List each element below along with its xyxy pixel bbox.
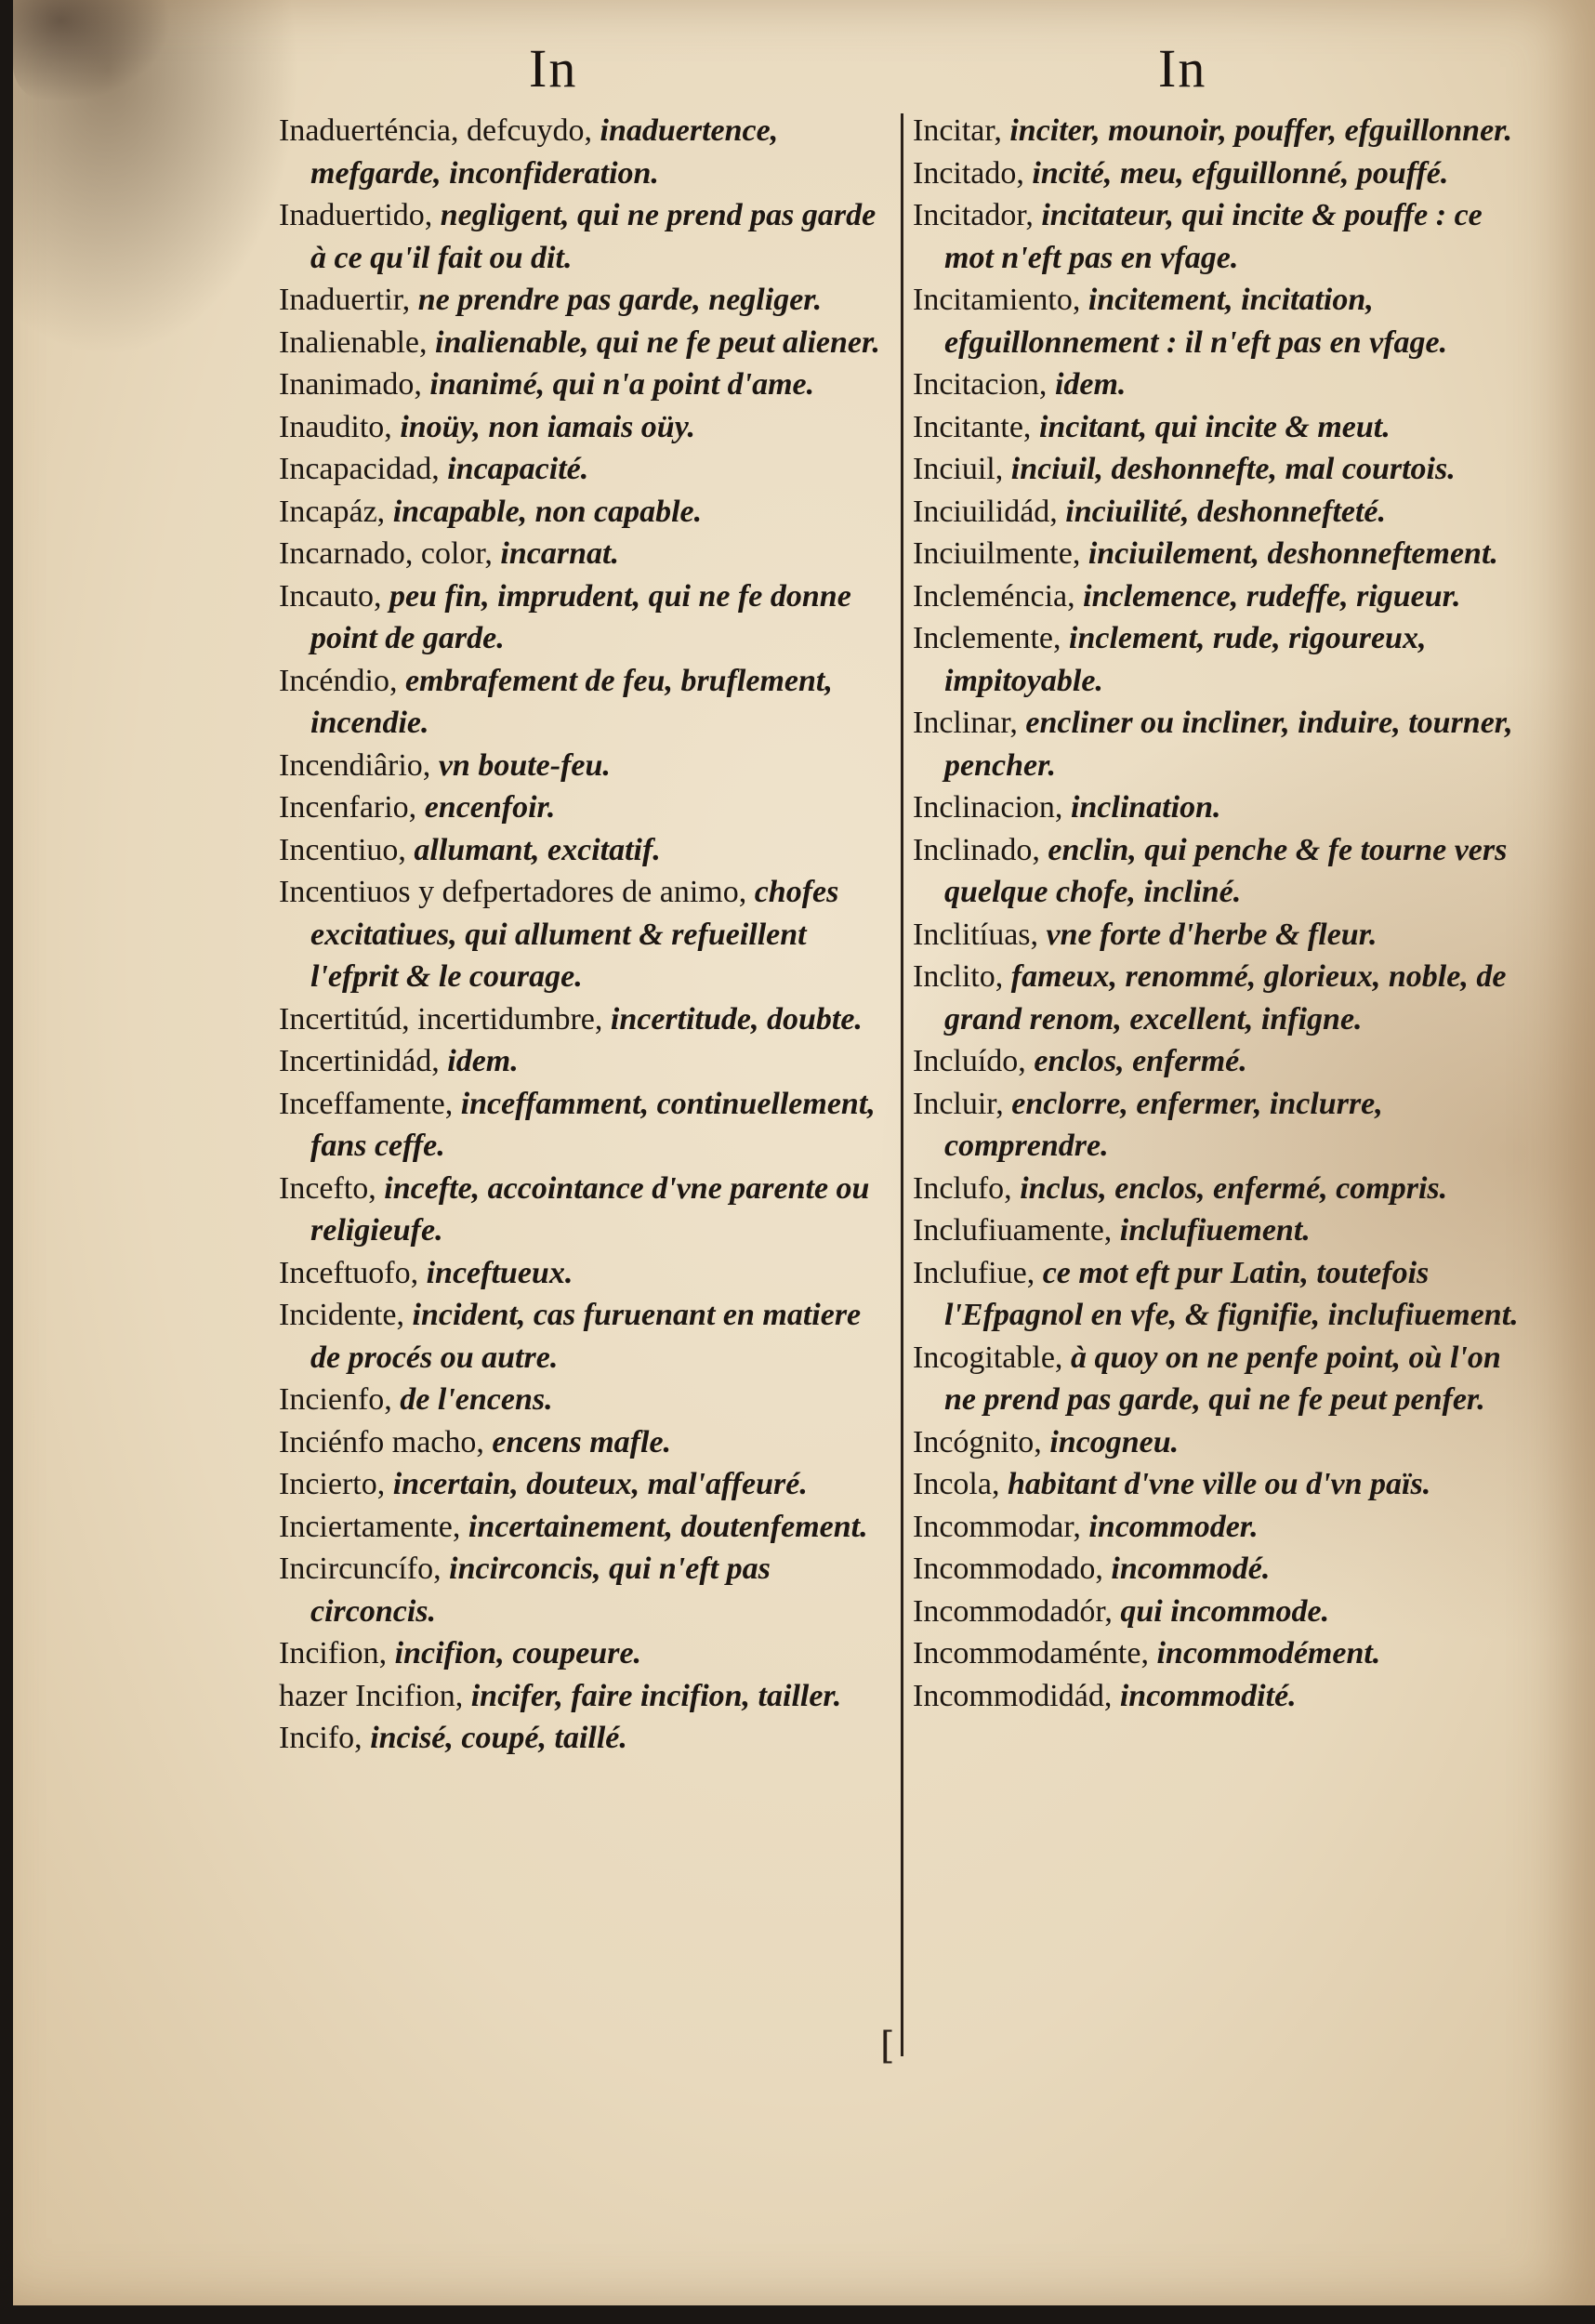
dictionary-entry (279, 406, 881, 449)
entry-headword: Inaduertir, (279, 283, 411, 317)
entry-headword: Incommodaménte, (913, 1636, 1149, 1670)
dictionary-entry (913, 1083, 1522, 1168)
entry-definition: incirconcis, qui n'eft pas circoncis. (310, 1552, 771, 1629)
entry-headword: Inclufiuamente, (913, 1213, 1113, 1248)
entry-definition: incité, meu, efguillonné, pouffé. (1032, 155, 1449, 191)
dictionary-entry (913, 956, 1522, 1040)
entry-definition: incisé, coupé, taillé. (370, 1721, 627, 1755)
entry-definition: vne forte d'herbe & fleur. (1046, 917, 1378, 952)
entry-headword: Incommodado, (913, 1552, 1103, 1586)
entry-headword: Inciuilidád, (913, 494, 1058, 529)
dictionary-entry (279, 1168, 881, 1252)
entry-definition: habitant d'vne ville ou d'vn païs. (1007, 1467, 1431, 1501)
entry-headword: Incitamiento, (913, 283, 1081, 317)
dictionary-entry (279, 322, 881, 364)
entry-definition: inciuilement, deshonneftement. (1088, 536, 1498, 571)
entry-definition: incitateur, qui incite & pouffe : ce mot n'eft pas en vfage. (944, 198, 1483, 275)
dictionary-entry (279, 1294, 881, 1379)
dictionary-entry (279, 1421, 881, 1464)
dictionary-entry (913, 363, 1522, 406)
entry-definition: embrafement de feu, bruflement, incendie. (310, 663, 833, 740)
entry-definition: peu fin, imprudent, qui ne fe donne point de garde. (310, 578, 851, 655)
entry-headword: Inciuilmente, (913, 536, 1081, 571)
divider-bracket: [ (880, 2025, 895, 2067)
dictionary-entry (279, 194, 881, 279)
dictionary-entry (913, 152, 1522, 195)
entry-headword: hazer Incifion, (279, 1678, 464, 1713)
entry-definition: fameux, renommé, glorieux, noble, de grand renom, excellent, infigne. (944, 959, 1507, 1037)
entry-headword: Incógnito, (913, 1424, 1042, 1459)
entry-definition: vn boute-feu. (438, 747, 611, 783)
entry-headword: Inaduerténcia, defcuydo, (279, 113, 592, 148)
entry-headword: Incidente, (279, 1298, 404, 1332)
entry-definition: inclement, rude, rigoureux, impitoyable. (944, 621, 1427, 698)
entry-definition: incommodité. (1119, 1678, 1297, 1713)
entry-definition: encliner ou incliner, induire, tourner, pencher. (944, 706, 1513, 783)
dictionary-entry (913, 1040, 1522, 1083)
entry-headword: Incifion, (279, 1636, 388, 1670)
dictionary-entry (279, 1548, 881, 1632)
dictionary-entry (913, 194, 1522, 279)
entry-headword: Incarnado, color, (279, 536, 493, 571)
entry-headword: Incogitable, (913, 1340, 1063, 1375)
entry-definition: ce mot eft pur Latin, toutefois l'Efpagnol en vfe, & fignifie, inclufiuement. (944, 1255, 1519, 1332)
entry-headword: Incitante, (913, 409, 1032, 444)
entry-headword: Incommodar, (913, 1509, 1081, 1544)
dictionary-entry (913, 829, 1522, 914)
entry-headword: Incapacidad, (279, 452, 440, 486)
entry-headword: Incendiârio, (279, 747, 431, 783)
dictionary-entry (279, 829, 881, 872)
column-divider (901, 113, 903, 2056)
running-header-left: In (529, 38, 578, 99)
page-stain (13, 0, 171, 102)
entry-definition: incommodément. (1156, 1636, 1381, 1670)
dictionary-entry (279, 1379, 881, 1421)
entry-headword: Inciertamente, (279, 1509, 461, 1544)
entry-headword: Incommodidád, (913, 1678, 1113, 1713)
dictionary-entry (279, 1083, 881, 1168)
entry-headword: Inclinacion, (913, 790, 1063, 825)
entry-definition: inclus, enclos, enfermé, compris. (1020, 1170, 1448, 1206)
dictionary-entry (279, 575, 881, 660)
dictionary-entry (279, 660, 881, 745)
entry-headword: Inclito, (913, 959, 1004, 994)
dictionary-entry (279, 448, 881, 491)
dictionary-entry (913, 491, 1522, 534)
dictionary-entry (279, 110, 881, 194)
entry-definition: inceffamment, continuellement, fans ceffe. (310, 1086, 876, 1163)
dictionary-entry (913, 1506, 1522, 1549)
dictionary-entry (913, 1463, 1522, 1506)
dictionary-entry (913, 575, 1522, 618)
entry-headword: Incola, (913, 1467, 1000, 1501)
dictionary-entry (279, 871, 881, 998)
entry-headword: Inclufiue, (913, 1255, 1035, 1290)
entry-definition: encens mafle. (492, 1424, 672, 1459)
entry-definition: inoüy, non iamais oüy. (400, 409, 696, 444)
entry-definition: enclos, enfermé. (1034, 1044, 1247, 1078)
entry-headword: Incentiuo, (279, 832, 406, 867)
dictionary-entry (913, 1548, 1522, 1591)
dictionary-entry (913, 1168, 1522, 1210)
entry-headword: Incéndio, (279, 663, 398, 698)
entry-definition: inclufiuement. (1119, 1213, 1311, 1248)
dictionary-entry (279, 1040, 881, 1083)
entry-definition: incitement, incitation, efguillonnement : il n'eft pas en vfage. (944, 283, 1448, 360)
dictionary-entry (913, 1591, 1522, 1633)
entry-headword: Incierto, (279, 1467, 386, 1501)
entry-headword: Incluído, (913, 1044, 1026, 1078)
dictionary-entry (913, 110, 1522, 152)
dictionary-entry (913, 702, 1522, 786)
entry-headword: Incefto, (279, 1170, 376, 1206)
entry-definition: incefte, accointance d'vne parente ou religieufe. (310, 1170, 870, 1248)
entry-headword: Inceftuofo, (279, 1255, 419, 1290)
dictionary-entry (279, 533, 881, 575)
dictionary-entry (913, 1252, 1522, 1337)
entry-definition: incogneu. (1049, 1424, 1180, 1459)
entry-definition: inanimé, qui n'a point d'ame. (429, 367, 815, 402)
entry-headword: Incluir, (913, 1086, 1004, 1121)
dictionary-entry (279, 1675, 881, 1718)
dictionary-entry (279, 1506, 881, 1549)
entry-definition: inclemence, rudeffe, rigueur. (1083, 578, 1461, 614)
entry-headword: Incertinidád, (279, 1044, 440, 1078)
entry-headword: Incircuncífo, (279, 1552, 442, 1586)
entry-definition: inceftueux. (426, 1255, 573, 1290)
entry-headword: Inclitíuas, (913, 917, 1039, 952)
dictionary-entry (913, 1675, 1522, 1718)
dictionary-entry (913, 617, 1522, 702)
entry-definition: ne prendre pas garde, negliger. (417, 283, 823, 317)
entry-headword: Incertitúd, incertidumbre, (279, 1001, 603, 1037)
entry-definition: idem. (1054, 367, 1127, 402)
entry-headword: Inciénfo macho, (279, 1424, 484, 1459)
entry-definition: inciter, mounoir, pouffer, efguillonner. (1009, 113, 1513, 148)
entry-headword: Incienfo, (279, 1382, 392, 1417)
entry-headword: Incitado, (913, 155, 1024, 191)
running-header-right: In (1158, 38, 1207, 99)
dictionary-entry (913, 1209, 1522, 1252)
entry-definition: incapacité. (447, 452, 589, 486)
entry-definition: negligent, qui ne prend pas garde à ce qu'il fait ou dit. (310, 198, 877, 275)
book-page (13, 0, 1595, 2305)
entry-headword: Incleméncia, (913, 578, 1075, 614)
entry-definition: incitant, qui incite & meut. (1038, 409, 1391, 444)
dictionary-entry (913, 1632, 1522, 1675)
entry-definition: idem. (447, 1044, 519, 1078)
dictionary-entry (279, 1717, 881, 1760)
dictionary-entry (279, 1632, 881, 1675)
dictionary-entry (913, 279, 1522, 363)
entry-definition: inciuil, deshonnefte, mal courtois. (1010, 452, 1456, 486)
entry-headword: Inclufo, (913, 1170, 1012, 1206)
entry-headword: Incitar, (913, 113, 1002, 148)
dictionary-entry (279, 1463, 881, 1506)
dictionary-entry (913, 448, 1522, 491)
dictionary-entry (913, 786, 1522, 829)
entry-definition: chofes excitatiues, qui allument & refueillent l'efprit & le courage. (310, 875, 839, 994)
dictionary-entry (279, 1252, 881, 1295)
dictionary-entry (279, 786, 881, 829)
dictionary-entry (279, 998, 881, 1041)
entry-headword: Inclinado, (913, 832, 1040, 867)
entry-headword: Inclemente, (913, 621, 1061, 655)
entry-definition: inalienable, qui ne fe peut aliener. (435, 324, 880, 360)
dictionary-entry (279, 745, 881, 787)
entry-definition: enclin, qui penche & fe tourne vers quelque chofe, incliné. (944, 832, 1508, 909)
entry-headword: Incitacion, (913, 367, 1048, 402)
entry-definition: incommoder. (1088, 1509, 1259, 1544)
entry-definition: inaduertence, mefgarde, inconfideration. (310, 113, 779, 191)
entry-definition: incertainement, doutenfement. (468, 1509, 868, 1544)
entry-headword: Inalienable, (279, 324, 428, 360)
entry-definition: enclorre, enfermer, inclurre, comprendre. (944, 1086, 1383, 1163)
entry-definition: de l'encens. (400, 1382, 553, 1417)
dictionary-entry (279, 279, 881, 322)
dictionary-entry (913, 914, 1522, 957)
entry-headword: Inciuil, (913, 452, 1004, 486)
left-column (279, 110, 881, 1760)
entry-headword: Incentiuos y defpertadores de animo, (279, 875, 747, 909)
dictionary-entry (279, 491, 881, 534)
entry-headword: Inceffamente, (279, 1086, 454, 1121)
entry-definition: incapable, non capable. (392, 494, 703, 529)
entry-headword: Inanimado, (279, 367, 422, 402)
entry-headword: Incenfario, (279, 790, 417, 825)
entry-headword: Incifo, (279, 1721, 362, 1755)
entry-definition: incertitude, doubte. (610, 1001, 863, 1037)
entry-headword: Incitador, (913, 198, 1034, 232)
dictionary-entry (913, 406, 1522, 449)
entry-headword: Inaduertido, (279, 198, 433, 232)
right-column (913, 110, 1522, 1717)
entry-definition: encenfoir. (424, 790, 556, 825)
entry-headword: Inaudito, (279, 409, 392, 444)
entry-definition: à quoy on ne penfe point, où l'on ne prend pas garde, qui ne fe peut penfer. (944, 1340, 1501, 1417)
entry-definition: allumant, excitatif. (414, 832, 661, 867)
entry-headword: Incapáz, (279, 494, 386, 529)
entry-headword: Incommodadór, (913, 1593, 1113, 1629)
entry-definition: incifer, faire incifion, tailler. (470, 1678, 842, 1713)
entry-definition: incifion, coupeure. (394, 1636, 642, 1670)
dictionary-entry (913, 533, 1522, 575)
dictionary-entry (913, 1337, 1522, 1421)
entry-headword: Inclinar, (913, 706, 1018, 740)
entry-definition: inciuilité, deshonnefteté. (1065, 494, 1387, 529)
entry-headword: Incauto, (279, 578, 382, 614)
dictionary-entry (913, 1421, 1522, 1464)
entry-definition: incommodé. (1111, 1552, 1271, 1586)
entry-definition: inclination. (1070, 790, 1221, 825)
entry-definition: qui incommode. (1120, 1593, 1330, 1629)
dictionary-entry (279, 363, 881, 406)
entry-definition: incarnat. (500, 536, 619, 571)
entry-definition: incertain, douteux, mal'affeuré. (392, 1467, 808, 1501)
entry-definition: incident, cas furuenant en matiere de procés ou autre. (310, 1298, 862, 1375)
